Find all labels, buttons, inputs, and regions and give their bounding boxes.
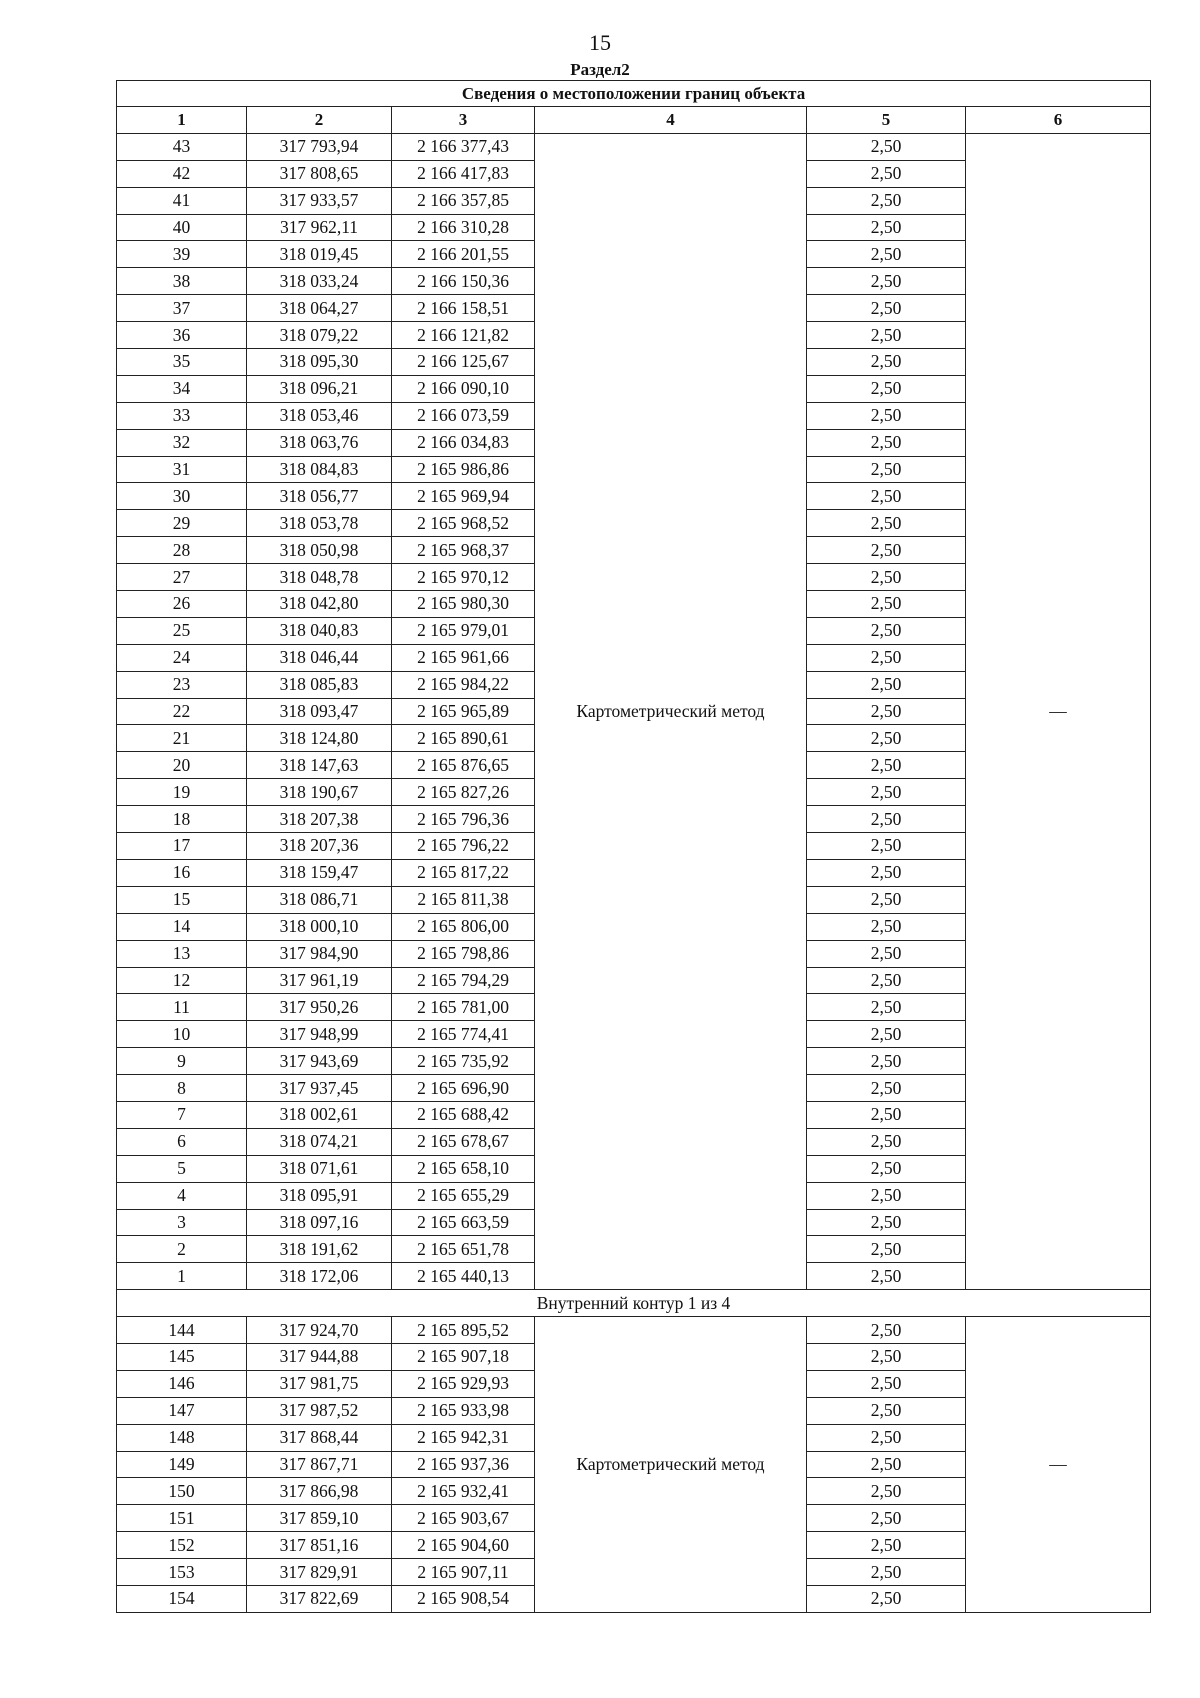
coordinate-x-cell: 318 095,30 bbox=[247, 349, 392, 376]
coordinate-y-cell: 2 166 150,36 bbox=[392, 268, 535, 295]
point-number-cell: 23 bbox=[117, 671, 247, 698]
coordinate-y-cell: 2 165 735,92 bbox=[392, 1048, 535, 1075]
point-number-cell: 30 bbox=[117, 483, 247, 510]
method-cell: Картометрический метод bbox=[535, 1317, 807, 1613]
point-number-cell: 16 bbox=[117, 859, 247, 886]
column-header: 4 bbox=[535, 107, 807, 134]
column-header-row bbox=[117, 107, 1151, 134]
coordinate-x-cell: 317 943,69 bbox=[247, 1048, 392, 1075]
point-number-cell: 1 bbox=[117, 1263, 247, 1290]
point-number-cell: 19 bbox=[117, 779, 247, 806]
accuracy-cell: 2,50 bbox=[807, 1048, 966, 1075]
point-number-cell: 21 bbox=[117, 725, 247, 752]
coordinate-x-cell: 317 822,69 bbox=[247, 1585, 392, 1612]
coordinate-y-cell: 2 165 817,22 bbox=[392, 859, 535, 886]
coordinate-x-cell: 318 207,38 bbox=[247, 806, 392, 833]
coordinate-y-cell: 2 165 968,52 bbox=[392, 510, 535, 537]
accuracy-cell: 2,50 bbox=[807, 1451, 966, 1478]
coordinate-y-cell: 2 165 933,98 bbox=[392, 1397, 535, 1424]
accuracy-cell: 2,50 bbox=[807, 591, 966, 618]
accuracy-cell: 2,50 bbox=[807, 617, 966, 644]
coordinate-y-cell: 2 165 961,66 bbox=[392, 644, 535, 671]
coordinate-y-cell: 2 166 073,59 bbox=[392, 402, 535, 429]
point-number-cell: 146 bbox=[117, 1370, 247, 1397]
coordinate-x-cell: 318 097,16 bbox=[247, 1209, 392, 1236]
coordinate-x-cell: 318 159,47 bbox=[247, 859, 392, 886]
coordinate-y-cell: 2 165 890,61 bbox=[392, 725, 535, 752]
accuracy-cell: 2,50 bbox=[807, 806, 966, 833]
accuracy-cell: 2,50 bbox=[807, 1263, 966, 1290]
column-6-cell: — bbox=[966, 1317, 1151, 1613]
accuracy-cell: 2,50 bbox=[807, 644, 966, 671]
coordinate-x-cell: 317 984,90 bbox=[247, 940, 392, 967]
point-number-cell: 33 bbox=[117, 402, 247, 429]
coordinate-y-cell: 2 165 970,12 bbox=[392, 564, 535, 591]
coordinate-x-cell: 318 085,83 bbox=[247, 671, 392, 698]
coordinate-y-cell: 2 165 806,00 bbox=[392, 913, 535, 940]
point-number-cell: 7 bbox=[117, 1101, 247, 1128]
point-number-cell: 31 bbox=[117, 456, 247, 483]
coordinate-x-cell: 318 050,98 bbox=[247, 537, 392, 564]
point-number-cell: 36 bbox=[117, 322, 247, 349]
coordinate-x-cell: 318 063,76 bbox=[247, 429, 392, 456]
coordinate-y-cell: 2 166 125,67 bbox=[392, 349, 535, 376]
column-header: 6 bbox=[966, 107, 1151, 134]
table-body bbox=[117, 133, 1151, 1612]
coordinate-x-cell: 318 207,36 bbox=[247, 833, 392, 860]
coordinate-y-cell: 2 165 796,36 bbox=[392, 806, 535, 833]
boundary-table bbox=[116, 80, 1151, 1613]
coordinate-y-cell: 2 165 907,18 bbox=[392, 1343, 535, 1370]
coordinate-y-cell: 2 165 986,86 bbox=[392, 456, 535, 483]
coordinate-y-cell: 2 165 968,37 bbox=[392, 537, 535, 564]
coordinate-y-cell: 2 166 310,28 bbox=[392, 214, 535, 241]
point-number-cell: 20 bbox=[117, 752, 247, 779]
accuracy-cell: 2,50 bbox=[807, 402, 966, 429]
coordinate-y-cell: 2 165 658,10 bbox=[392, 1155, 535, 1182]
coordinate-x-cell: 318 053,46 bbox=[247, 402, 392, 429]
coordinate-y-cell: 2 165 984,22 bbox=[392, 671, 535, 698]
point-number-cell: 154 bbox=[117, 1585, 247, 1612]
coordinate-y-cell: 2 165 904,60 bbox=[392, 1532, 535, 1559]
accuracy-cell: 2,50 bbox=[807, 886, 966, 913]
section-title: Раздел2 bbox=[570, 60, 630, 79]
table-caption: Сведения о местоположении границ объекта bbox=[117, 81, 1151, 107]
accuracy-cell: 2,50 bbox=[807, 1128, 966, 1155]
point-number-cell: 26 bbox=[117, 591, 247, 618]
accuracy-cell: 2,50 bbox=[807, 1182, 966, 1209]
accuracy-cell: 2,50 bbox=[807, 1021, 966, 1048]
coordinate-y-cell: 2 165 688,42 bbox=[392, 1101, 535, 1128]
coordinate-x-cell: 317 933,57 bbox=[247, 187, 392, 214]
accuracy-cell: 2,50 bbox=[807, 160, 966, 187]
accuracy-cell: 2,50 bbox=[807, 1397, 966, 1424]
point-number-cell: 27 bbox=[117, 564, 247, 591]
coordinate-x-cell: 317 866,98 bbox=[247, 1478, 392, 1505]
point-number-cell: 153 bbox=[117, 1559, 247, 1586]
point-number-cell: 3 bbox=[117, 1209, 247, 1236]
accuracy-cell: 2,50 bbox=[807, 456, 966, 483]
coordinate-y-cell: 2 166 034,83 bbox=[392, 429, 535, 456]
coordinate-x-cell: 318 096,21 bbox=[247, 375, 392, 402]
accuracy-cell: 2,50 bbox=[807, 940, 966, 967]
coordinate-y-cell: 2 166 417,83 bbox=[392, 160, 535, 187]
accuracy-cell: 2,50 bbox=[807, 510, 966, 537]
point-number-cell: 37 bbox=[117, 295, 247, 322]
point-number-cell: 147 bbox=[117, 1397, 247, 1424]
coordinate-x-cell: 318 071,61 bbox=[247, 1155, 392, 1182]
coordinate-x-cell: 318 053,78 bbox=[247, 510, 392, 537]
point-number-cell: 145 bbox=[117, 1343, 247, 1370]
accuracy-cell: 2,50 bbox=[807, 1532, 966, 1559]
point-number-cell: 15 bbox=[117, 886, 247, 913]
coordinate-x-cell: 317 944,88 bbox=[247, 1343, 392, 1370]
coordinate-x-cell: 317 859,10 bbox=[247, 1505, 392, 1532]
accuracy-cell: 2,50 bbox=[807, 1317, 966, 1344]
accuracy-cell: 2,50 bbox=[807, 133, 966, 160]
accuracy-cell: 2,50 bbox=[807, 1343, 966, 1370]
coordinate-x-cell: 318 191,62 bbox=[247, 1236, 392, 1263]
accuracy-cell: 2,50 bbox=[807, 1585, 966, 1612]
coordinate-x-cell: 317 793,94 bbox=[247, 133, 392, 160]
point-number-cell: 12 bbox=[117, 967, 247, 994]
column-header: 3 bbox=[392, 107, 535, 134]
accuracy-cell: 2,50 bbox=[807, 1424, 966, 1451]
contour-label: Внутренний контур 1 из 4 bbox=[117, 1290, 1151, 1317]
coordinate-y-cell: 2 165 655,29 bbox=[392, 1182, 535, 1209]
coordinate-x-cell: 318 084,83 bbox=[247, 456, 392, 483]
point-number-cell: 39 bbox=[117, 241, 247, 268]
column-header: 5 bbox=[807, 107, 966, 134]
coordinate-y-cell: 2 165 932,41 bbox=[392, 1478, 535, 1505]
coordinate-y-cell: 2 165 678,67 bbox=[392, 1128, 535, 1155]
coordinate-x-cell: 317 808,65 bbox=[247, 160, 392, 187]
accuracy-cell: 2,50 bbox=[807, 564, 966, 591]
point-number-cell: 14 bbox=[117, 913, 247, 940]
coordinate-x-cell: 318 086,71 bbox=[247, 886, 392, 913]
coordinate-y-cell: 2 165 811,38 bbox=[392, 886, 535, 913]
point-number-cell: 149 bbox=[117, 1451, 247, 1478]
point-number-cell: 150 bbox=[117, 1478, 247, 1505]
coordinate-x-cell: 318 048,78 bbox=[247, 564, 392, 591]
accuracy-cell: 2,50 bbox=[807, 295, 966, 322]
accuracy-cell: 2,50 bbox=[807, 698, 966, 725]
point-number-cell: 34 bbox=[117, 375, 247, 402]
coordinate-x-cell: 318 093,47 bbox=[247, 698, 392, 725]
point-number-cell: 35 bbox=[117, 349, 247, 376]
coordinate-x-cell: 318 033,24 bbox=[247, 268, 392, 295]
column-6-cell: — bbox=[966, 133, 1151, 1289]
coordinate-x-cell: 318 019,45 bbox=[247, 241, 392, 268]
accuracy-cell: 2,50 bbox=[807, 483, 966, 510]
coordinate-x-cell: 317 829,91 bbox=[247, 1559, 392, 1586]
accuracy-cell: 2,50 bbox=[807, 241, 966, 268]
accuracy-cell: 2,50 bbox=[807, 779, 966, 806]
point-number-cell: 11 bbox=[117, 994, 247, 1021]
coordinate-y-cell: 2 165 774,41 bbox=[392, 1021, 535, 1048]
coordinate-x-cell: 318 046,44 bbox=[247, 644, 392, 671]
coordinate-y-cell: 2 165 781,00 bbox=[392, 994, 535, 1021]
accuracy-cell: 2,50 bbox=[807, 187, 966, 214]
coordinate-y-cell: 2 166 377,43 bbox=[392, 133, 535, 160]
coordinate-y-cell: 2 165 929,93 bbox=[392, 1370, 535, 1397]
point-number-cell: 6 bbox=[117, 1128, 247, 1155]
coordinate-x-cell: 318 079,22 bbox=[247, 322, 392, 349]
coordinate-y-cell: 2 166 158,51 bbox=[392, 295, 535, 322]
coordinate-x-cell: 318 056,77 bbox=[247, 483, 392, 510]
accuracy-cell: 2,50 bbox=[807, 1209, 966, 1236]
point-number-cell: 41 bbox=[117, 187, 247, 214]
accuracy-cell: 2,50 bbox=[807, 214, 966, 241]
method-cell: Картометрический метод bbox=[535, 133, 807, 1289]
coordinate-x-cell: 318 042,80 bbox=[247, 591, 392, 618]
table-caption-row bbox=[117, 81, 1151, 107]
coordinate-x-cell: 318 190,67 bbox=[247, 779, 392, 806]
point-number-cell: 29 bbox=[117, 510, 247, 537]
table-row bbox=[117, 1317, 1151, 1344]
accuracy-cell: 2,50 bbox=[807, 671, 966, 698]
point-number-cell: 144 bbox=[117, 1317, 247, 1344]
coordinate-x-cell: 317 851,16 bbox=[247, 1532, 392, 1559]
point-number-cell: 24 bbox=[117, 644, 247, 671]
column-header: 1 bbox=[117, 107, 247, 134]
accuracy-cell: 2,50 bbox=[807, 268, 966, 295]
coordinate-x-cell: 317 867,71 bbox=[247, 1451, 392, 1478]
coordinate-y-cell: 2 165 965,89 bbox=[392, 698, 535, 725]
coordinate-y-cell: 2 165 827,26 bbox=[392, 779, 535, 806]
coordinate-x-cell: 318 064,27 bbox=[247, 295, 392, 322]
coordinate-x-cell: 318 147,63 bbox=[247, 752, 392, 779]
point-number-cell: 32 bbox=[117, 429, 247, 456]
coordinate-y-cell: 2 165 798,86 bbox=[392, 940, 535, 967]
coordinate-x-cell: 317 924,70 bbox=[247, 1317, 392, 1344]
coordinate-y-cell: 2 165 942,31 bbox=[392, 1424, 535, 1451]
coordinate-y-cell: 2 165 440,13 bbox=[392, 1263, 535, 1290]
coordinate-y-cell: 2 165 796,22 bbox=[392, 833, 535, 860]
point-number-cell: 148 bbox=[117, 1424, 247, 1451]
coordinate-y-cell: 2 165 908,54 bbox=[392, 1585, 535, 1612]
coordinate-y-cell: 2 165 895,52 bbox=[392, 1317, 535, 1344]
coordinate-x-cell: 318 000,10 bbox=[247, 913, 392, 940]
point-number-cell: 8 bbox=[117, 1075, 247, 1102]
accuracy-cell: 2,50 bbox=[807, 859, 966, 886]
coordinate-x-cell: 318 095,91 bbox=[247, 1182, 392, 1209]
coordinate-x-cell: 317 948,99 bbox=[247, 1021, 392, 1048]
accuracy-cell: 2,50 bbox=[807, 1236, 966, 1263]
accuracy-cell: 2,50 bbox=[807, 1478, 966, 1505]
page-number: 15 bbox=[589, 30, 611, 55]
point-number-cell: 28 bbox=[117, 537, 247, 564]
coordinate-x-cell: 318 124,80 bbox=[247, 725, 392, 752]
accuracy-cell: 2,50 bbox=[807, 537, 966, 564]
accuracy-cell: 2,50 bbox=[807, 994, 966, 1021]
coordinate-y-cell: 2 165 980,30 bbox=[392, 591, 535, 618]
accuracy-cell: 2,50 bbox=[807, 375, 966, 402]
point-number-cell: 38 bbox=[117, 268, 247, 295]
point-number-cell: 151 bbox=[117, 1505, 247, 1532]
coordinate-y-cell: 2 166 201,55 bbox=[392, 241, 535, 268]
point-number-cell: 43 bbox=[117, 133, 247, 160]
coordinate-y-cell: 2 165 969,94 bbox=[392, 483, 535, 510]
point-number-cell: 25 bbox=[117, 617, 247, 644]
coordinate-x-cell: 317 961,19 bbox=[247, 967, 392, 994]
accuracy-cell: 2,50 bbox=[807, 725, 966, 752]
accuracy-cell: 2,50 bbox=[807, 833, 966, 860]
accuracy-cell: 2,50 bbox=[807, 429, 966, 456]
coordinate-x-cell: 317 868,44 bbox=[247, 1424, 392, 1451]
coordinate-x-cell: 317 950,26 bbox=[247, 994, 392, 1021]
point-number-cell: 13 bbox=[117, 940, 247, 967]
column-header: 2 bbox=[247, 107, 392, 134]
point-number-cell: 152 bbox=[117, 1532, 247, 1559]
accuracy-cell: 2,50 bbox=[807, 1075, 966, 1102]
accuracy-cell: 2,50 bbox=[807, 322, 966, 349]
coordinate-y-cell: 2 166 121,82 bbox=[392, 322, 535, 349]
accuracy-cell: 2,50 bbox=[807, 1505, 966, 1532]
contour-label-row bbox=[117, 1290, 1151, 1317]
coordinate-x-cell: 318 002,61 bbox=[247, 1101, 392, 1128]
point-number-cell: 40 bbox=[117, 214, 247, 241]
accuracy-cell: 2,50 bbox=[807, 913, 966, 940]
coordinate-y-cell: 2 165 794,29 bbox=[392, 967, 535, 994]
coordinate-x-cell: 317 962,11 bbox=[247, 214, 392, 241]
accuracy-cell: 2,50 bbox=[807, 1370, 966, 1397]
coordinate-y-cell: 2 165 876,65 bbox=[392, 752, 535, 779]
accuracy-cell: 2,50 bbox=[807, 1155, 966, 1182]
point-number-cell: 4 bbox=[117, 1182, 247, 1209]
coordinate-y-cell: 2 165 696,90 bbox=[392, 1075, 535, 1102]
coordinate-y-cell: 2 165 907,11 bbox=[392, 1559, 535, 1586]
accuracy-cell: 2,50 bbox=[807, 349, 966, 376]
point-number-cell: 22 bbox=[117, 698, 247, 725]
coordinate-y-cell: 2 165 937,36 bbox=[392, 1451, 535, 1478]
coordinate-x-cell: 318 040,83 bbox=[247, 617, 392, 644]
table-row bbox=[117, 133, 1151, 160]
point-number-cell: 2 bbox=[117, 1236, 247, 1263]
point-number-cell: 42 bbox=[117, 160, 247, 187]
coordinate-x-cell: 317 981,75 bbox=[247, 1370, 392, 1397]
accuracy-cell: 2,50 bbox=[807, 1559, 966, 1586]
coordinate-y-cell: 2 165 903,67 bbox=[392, 1505, 535, 1532]
point-number-cell: 10 bbox=[117, 1021, 247, 1048]
accuracy-cell: 2,50 bbox=[807, 1101, 966, 1128]
coordinate-y-cell: 2 165 663,59 bbox=[392, 1209, 535, 1236]
accuracy-cell: 2,50 bbox=[807, 967, 966, 994]
coordinate-x-cell: 317 937,45 bbox=[247, 1075, 392, 1102]
coordinate-x-cell: 317 987,52 bbox=[247, 1397, 392, 1424]
coordinate-y-cell: 2 165 979,01 bbox=[392, 617, 535, 644]
point-number-cell: 5 bbox=[117, 1155, 247, 1182]
point-number-cell: 9 bbox=[117, 1048, 247, 1075]
coordinate-x-cell: 318 074,21 bbox=[247, 1128, 392, 1155]
coordinate-y-cell: 2 166 090,10 bbox=[392, 375, 535, 402]
coordinate-y-cell: 2 165 651,78 bbox=[392, 1236, 535, 1263]
point-number-cell: 18 bbox=[117, 806, 247, 833]
coordinate-y-cell: 2 166 357,85 bbox=[392, 187, 535, 214]
coordinate-x-cell: 318 172,06 bbox=[247, 1263, 392, 1290]
point-number-cell: 17 bbox=[117, 833, 247, 860]
accuracy-cell: 2,50 bbox=[807, 752, 966, 779]
